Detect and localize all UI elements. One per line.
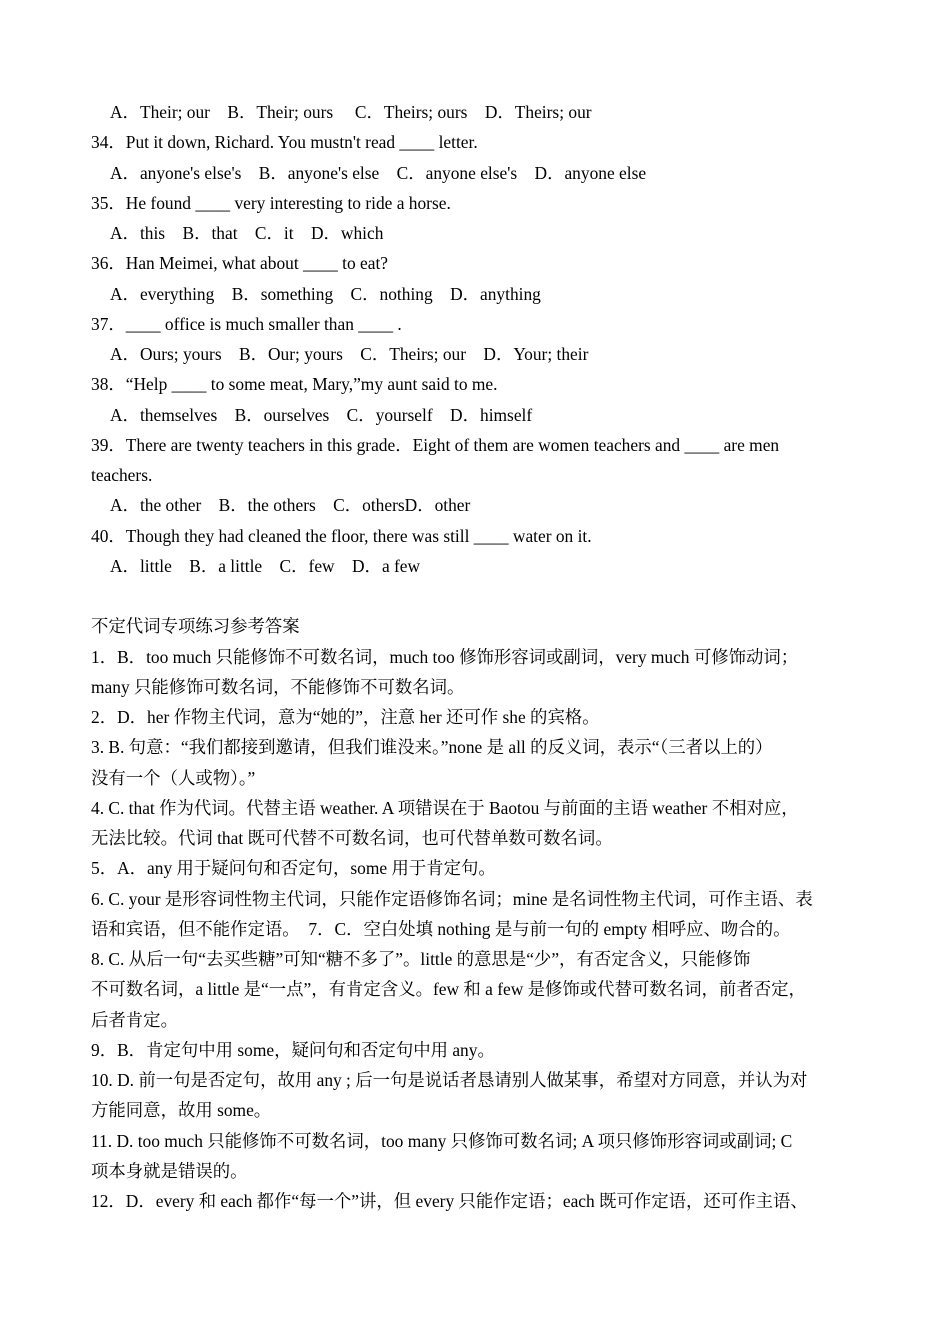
text-line: 10. D. 前一句是否定句，故用 any ; 后一句是说话者恳请别人做某事，希望对方同意，并认为对 — [91, 1070, 808, 1090]
text-line: 8. C. 从后一句“去买些糖”可知“糖不多了”。little 的意思是“少”，有否定含义，只能修饰 — [91, 949, 751, 969]
text-line: 2．D．her 作物主代词，意为“她的”，注意 her 还可作 she 的宾格。 — [91, 707, 600, 727]
blank-line — [91, 581, 871, 611]
text-line: 不定代词专项练习参考答案 — [91, 616, 300, 637]
text-line: 37．____ office is much smaller than ____ . — [91, 313, 402, 334]
text-line: 1．B．too much 只能修饰不可数名词，much too 修饰形容词或副词，very much 可修饰动词； — [91, 646, 799, 667]
text-line: 34．Put it down, Richard. You mustn't read ____ letter. — [91, 132, 478, 153]
text-line: 39．There are twenty teachers in this grade．Eight of them are women teachers and ____ are men — [91, 434, 780, 455]
text-line: 35．He found ____ very interesting to ride a horse. — [91, 192, 451, 213]
text-line: 不可数名词，a little 是“一点”，有肯定含义。few 和 a few 是修饰或代替可数名词，前者否定， — [91, 979, 806, 1000]
options-line: A．everything B．something C．nothing D．anything — [110, 283, 541, 304]
text-line: 无法比较。代词 that 既可代替不可数名词，也可代替单数可数名词。 — [91, 828, 613, 848]
document-page — [91, 97, 871, 1216]
options-line: A．themselves B．ourselves C．yourself D．himself — [110, 404, 533, 425]
options-line: A．anyone's else's B．anyone's else C．anyone else's D．anyone else — [110, 162, 647, 183]
text-line: 40．Though they had cleaned the floor, there was still ____ water on it. — [91, 525, 592, 546]
text-line: teachers. — [91, 465, 153, 485]
text-line: 项本身就是错误的。 — [91, 1160, 248, 1181]
text-line: many 只能修饰可数名词，不能修饰不可数名词。 — [91, 676, 465, 697]
options-line: A．Their; our B．Their; ours C．Theirs; ours D．Theirs; our — [110, 102, 592, 122]
options-line: A．the other B．the others C．othersD．other — [110, 495, 471, 516]
text-line: 9．B．肯定句中用 some，疑问句和否定句中用 any。 — [91, 1039, 495, 1060]
text-line: 后者肯定。 — [91, 1009, 178, 1030]
options-line: A．this B．that C．it D．which — [110, 223, 384, 243]
text-line: 6. C. your 是形容词性物主代词，只能作定语修饰名词；mine 是名词性物主代词，可作主语、表 — [91, 888, 813, 909]
text-line: 12．D．every 和 each 都作“每一个”讲，但 every 只能作定语；each 既可作定语，还可作主语、 — [91, 1191, 808, 1211]
text-line: 4. C. that 作为代词。代替主语 weather. A 项错误在于 Baotou 与前面的主语 weather 不相对应， — [91, 797, 799, 818]
text-line: 方能同意，故用 some。 — [91, 1100, 272, 1121]
options-line: A．Ours; yours B．Our; yours C．Theirs; our D．Your; their — [110, 344, 589, 364]
text-line: 11. D. too much 只能修饰不可数名词，too many 只修饰可数名词; A 项只修饰形容词或副词; C — [91, 1130, 793, 1151]
text-line: 5．A．any 用于疑问句和否定句，some 用于肯定句。 — [91, 858, 496, 879]
text-line: 没有一个（人或物）。” — [91, 767, 256, 788]
options-line: A．little B．a little C．few D．a few — [110, 555, 421, 576]
text-line: 语和宾语，但不能作定语。 7．C．空白处填 nothing 是与前一句的 empty 相呼应、吻合的。 — [91, 918, 791, 939]
text-line: 38．“Help ____ to some meat, Mary,”my aunt said to me. — [91, 374, 498, 395]
text-line: 36．Han Meimei, what about ____ to eat? — [91, 253, 389, 274]
text-line: 3. B. 句意：“我们都接到邀请，但我们谁没来。”none 是 all 的反义词，表示“（三者以上的） — [91, 737, 773, 758]
